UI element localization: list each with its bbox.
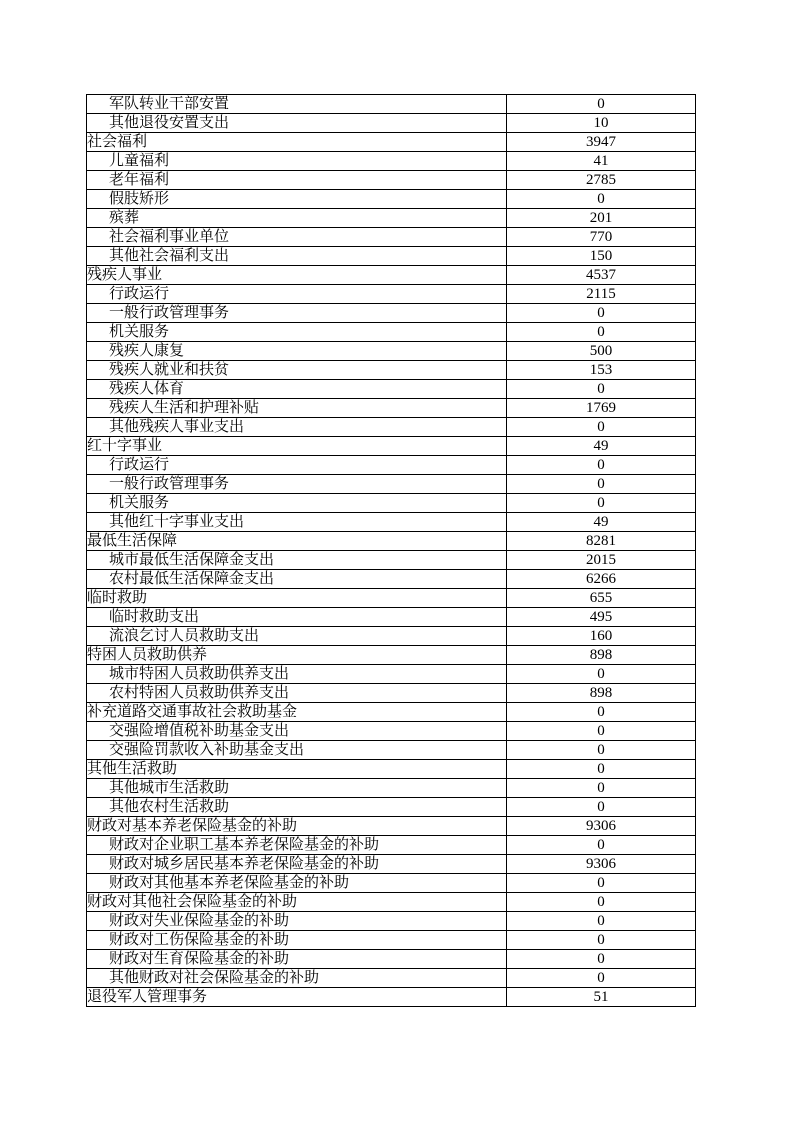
table-row	[87, 475, 696, 494]
item-label: 儿童福利	[87, 152, 507, 171]
table-row	[87, 437, 696, 456]
item-label: 财政对城乡居民基本养老保险基金的补助	[87, 855, 507, 874]
item-label: 其他城市生活救助	[87, 779, 507, 798]
item-value: 0	[507, 893, 696, 912]
item-value: 160	[507, 627, 696, 646]
table-row	[87, 228, 696, 247]
item-label: 社会福利事业单位	[87, 228, 507, 247]
item-label: 流浪乞讨人员救助支出	[87, 627, 507, 646]
item-value: 201	[507, 209, 696, 228]
item-label: 残疾人体育	[87, 380, 507, 399]
table-row	[87, 646, 696, 665]
table-row	[87, 722, 696, 741]
item-value: 150	[507, 247, 696, 266]
table-row	[87, 779, 696, 798]
item-label: 机关服务	[87, 323, 507, 342]
table-row	[87, 532, 696, 551]
item-label: 临时救助	[87, 589, 507, 608]
item-label: 其他红十字事业支出	[87, 513, 507, 532]
table-row	[87, 570, 696, 589]
item-label: 老年福利	[87, 171, 507, 190]
item-label: 一般行政管理事务	[87, 475, 507, 494]
table-row	[87, 494, 696, 513]
item-value: 0	[507, 95, 696, 114]
table-row	[87, 589, 696, 608]
item-label: 残疾人事业	[87, 266, 507, 285]
item-value: 0	[507, 304, 696, 323]
item-label: 其他财政对社会保险基金的补助	[87, 969, 507, 988]
table-row	[87, 95, 696, 114]
item-label: 交强险增值税补助基金支出	[87, 722, 507, 741]
item-value: 6266	[507, 570, 696, 589]
table-row	[87, 969, 696, 988]
item-value: 0	[507, 931, 696, 950]
table-row	[87, 665, 696, 684]
item-value: 0	[507, 190, 696, 209]
item-value: 2785	[507, 171, 696, 190]
item-value: 10	[507, 114, 696, 133]
table-row	[87, 684, 696, 703]
table-row	[87, 817, 696, 836]
table-row	[87, 247, 696, 266]
item-label: 行政运行	[87, 285, 507, 304]
table-row	[87, 798, 696, 817]
item-label: 殡葬	[87, 209, 507, 228]
item-value: 0	[507, 665, 696, 684]
item-label: 补充道路交通事故社会救助基金	[87, 703, 507, 722]
table-row	[87, 266, 696, 285]
item-value: 0	[507, 798, 696, 817]
table-row	[87, 551, 696, 570]
item-value: 0	[507, 779, 696, 798]
item-label: 财政对生育保险基金的补助	[87, 950, 507, 969]
item-value: 41	[507, 152, 696, 171]
item-label: 一般行政管理事务	[87, 304, 507, 323]
item-label: 财政对工伤保险基金的补助	[87, 931, 507, 950]
table-row	[87, 304, 696, 323]
table-row	[87, 209, 696, 228]
item-label: 机关服务	[87, 494, 507, 513]
item-label: 军队转业干部安置	[87, 95, 507, 114]
item-value: 0	[507, 722, 696, 741]
item-label: 临时救助支出	[87, 608, 507, 627]
item-value: 0	[507, 741, 696, 760]
table-row	[87, 608, 696, 627]
item-value: 3947	[507, 133, 696, 152]
table-row	[87, 380, 696, 399]
table-row	[87, 171, 696, 190]
item-value: 0	[507, 703, 696, 722]
item-label: 社会福利	[87, 133, 507, 152]
item-label: 其他社会福利支出	[87, 247, 507, 266]
item-label: 财政对其他社会保险基金的补助	[87, 893, 507, 912]
item-value: 0	[507, 418, 696, 437]
item-value: 0	[507, 969, 696, 988]
item-label: 残疾人就业和扶贫	[87, 361, 507, 380]
item-value: 2015	[507, 551, 696, 570]
item-value: 495	[507, 608, 696, 627]
item-label: 农村特困人员救助供养支出	[87, 684, 507, 703]
item-value: 9306	[507, 855, 696, 874]
table-row	[87, 950, 696, 969]
item-label: 财政对失业保险基金的补助	[87, 912, 507, 931]
item-value: 898	[507, 684, 696, 703]
item-label: 农村最低生活保障金支出	[87, 570, 507, 589]
table-row	[87, 285, 696, 304]
table-row	[87, 456, 696, 475]
item-value: 0	[507, 456, 696, 475]
table-row	[87, 912, 696, 931]
item-label: 城市最低生活保障金支出	[87, 551, 507, 570]
item-label: 残疾人康复	[87, 342, 507, 361]
table-row	[87, 741, 696, 760]
item-value: 153	[507, 361, 696, 380]
item-label: 财政对基本养老保险基金的补助	[87, 817, 507, 836]
item-label: 红十字事业	[87, 437, 507, 456]
table-row	[87, 893, 696, 912]
item-label: 假肢矫形	[87, 190, 507, 209]
item-value: 0	[507, 323, 696, 342]
item-label: 其他农村生活救助	[87, 798, 507, 817]
item-label: 其他生活救助	[87, 760, 507, 779]
item-value: 0	[507, 494, 696, 513]
item-label: 财政对企业职工基本养老保险基金的补助	[87, 836, 507, 855]
item-value: 1769	[507, 399, 696, 418]
table-row	[87, 627, 696, 646]
item-value: 2115	[507, 285, 696, 304]
item-value: 0	[507, 475, 696, 494]
item-label: 最低生活保障	[87, 532, 507, 551]
table-row	[87, 190, 696, 209]
table-row	[87, 513, 696, 532]
item-value: 0	[507, 836, 696, 855]
item-value: 770	[507, 228, 696, 247]
item-label: 特困人员救助供养	[87, 646, 507, 665]
item-value: 8281	[507, 532, 696, 551]
table-row	[87, 703, 696, 722]
table-row	[87, 323, 696, 342]
item-value: 655	[507, 589, 696, 608]
item-value: 0	[507, 950, 696, 969]
table-row	[87, 931, 696, 950]
item-value: 0	[507, 874, 696, 893]
table-row	[87, 342, 696, 361]
table-row	[87, 874, 696, 893]
item-value: 49	[507, 513, 696, 532]
item-value: 500	[507, 342, 696, 361]
item-value: 0	[507, 760, 696, 779]
item-value: 4537	[507, 266, 696, 285]
item-label: 残疾人生活和护理补贴	[87, 399, 507, 418]
item-label: 行政运行	[87, 456, 507, 475]
table-row	[87, 418, 696, 437]
item-value: 49	[507, 437, 696, 456]
item-label: 交强险罚款收入补助基金支出	[87, 741, 507, 760]
budget-table	[86, 94, 696, 1007]
item-value: 51	[507, 988, 696, 1007]
item-value: 898	[507, 646, 696, 665]
budget-table-body	[87, 95, 696, 1007]
table-row	[87, 114, 696, 133]
table-row	[87, 361, 696, 380]
item-value: 0	[507, 912, 696, 931]
item-value: 0	[507, 380, 696, 399]
table-row	[87, 133, 696, 152]
item-label: 其他残疾人事业支出	[87, 418, 507, 437]
table-row	[87, 988, 696, 1007]
table-row	[87, 836, 696, 855]
item-label: 城市特困人员救助供养支出	[87, 665, 507, 684]
item-label: 财政对其他基本养老保险基金的补助	[87, 874, 507, 893]
item-label: 退役军人管理事务	[87, 988, 507, 1007]
table-row	[87, 152, 696, 171]
item-label: 其他退役安置支出	[87, 114, 507, 133]
table-row	[87, 399, 696, 418]
table-row	[87, 760, 696, 779]
item-value: 9306	[507, 817, 696, 836]
table-row	[87, 855, 696, 874]
